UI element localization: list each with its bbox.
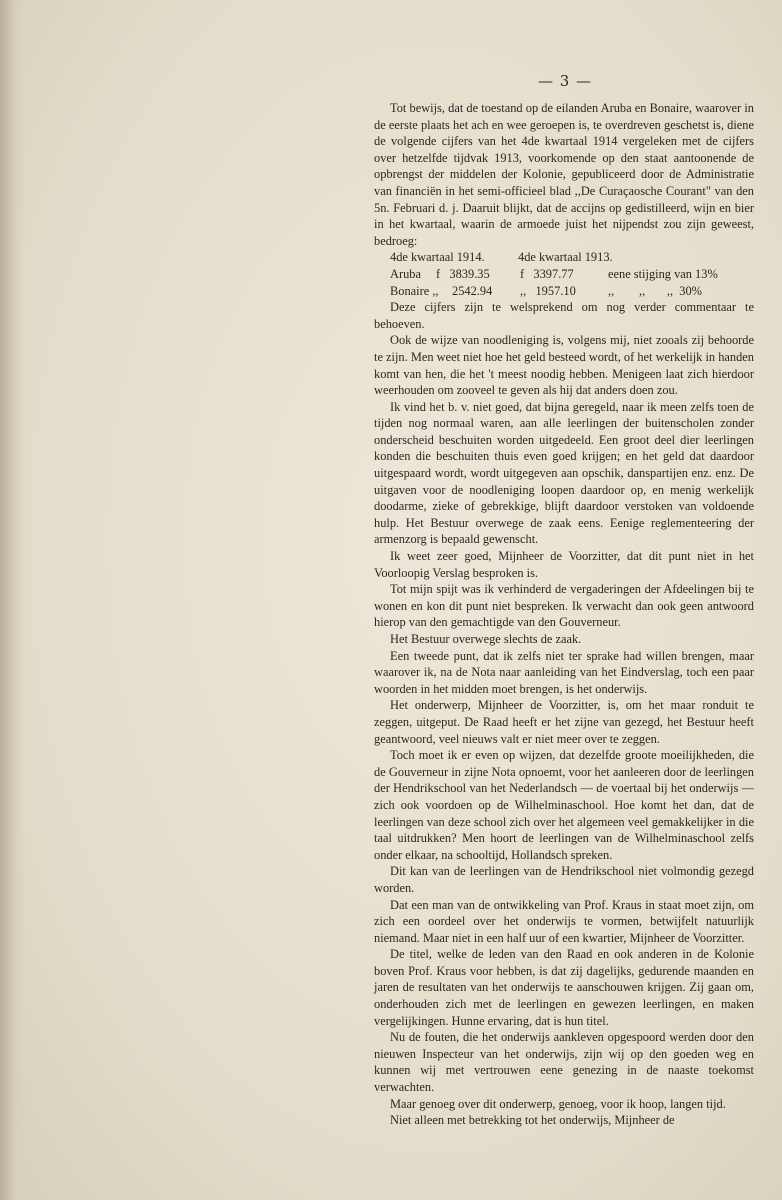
paragraph-intro: Tot bewijs, dat de toestand op de eilanden Aruba en Bonaire, waarover in de eerste plaats het ach en wee geroepen is, te overdreven geschetst is, diene de volgende cijfers van het 4de kwartaal 1914 vergeleken met de cijfers over hetzelfde tijdvak 1913, voorkomende op den staat aantoonende de opbrengst der middelen der Kolonie, gepubliceerd door de Administratie van financiën in het semi-officieel blad ,,De Curaçaosche Courant" van den 5n. Februari d. j. Daaruit blijkt, dat de accijns op gedistilleerd, wijn en bier in het kwartaal, waarin de armoede juist het nijpendst zou zijn geweest, bedroeg: (374, 101, 754, 248)
paragraph: Tot mijn spijt was ik verhinderd de vergaderingen der Afdeelingen bij te wonen en kon dit punt niet bespreken. Ik verwacht dan ook geen antwoord hierop van den gemachtigde van den Gouverneur. (374, 582, 754, 630)
paragraph: Ik weet zeer goed, Mijnheer de Voorzitter, dat dit punt niet in het Voorloopig Verslag besproken is. (374, 549, 754, 580)
table-cell-note: ,, ,, ,, 30% (608, 283, 702, 298)
paragraph: Dit kan van de leerlingen van de Hendrikschool niet volmondig gezegd worden. (374, 864, 754, 895)
table-row-label: Aruba (390, 266, 421, 281)
table-header-1914: 4de kwartaal 1914. (390, 250, 485, 265)
table-row (374, 283, 754, 300)
paragraph: Toch moet ik er even op wijzen, dat dezelfde groote moeilijkheden, die de Gouverneur in zijne Nota opnoemt, voor het aanleeren door de leerlingen der Hendrikschool van het Nederlandsch — de voertaal bij het onderwijs — zich ook voordoen op de Wilhelminaschool. Hoe komt het dan, dat de leerlingen van deze school zich over het algemeen veel gemakkelijker in die taal uitdrukken? Men hoort de leerlingen van de Wilhelminaschool zelfs onder elkaar, na schooltijd, Hollandsch spreken. (374, 748, 754, 862)
table-header-row (374, 249, 754, 266)
binding-edge (0, 0, 26, 1200)
table-row-label: Bonaire ,, (390, 283, 439, 298)
table-header-1913: 4de kwartaal 1913. (518, 250, 613, 265)
paragraph: Maar genoeg over dit onderwerp, genoeg, voor ik hoop, langen tijd. (390, 1096, 726, 1111)
paragraph: Dat een man van de ontwikkeling van Prof. Kraus in staat moet zijn, om zich een oordeel over het onderwijs te vormen, betwijfelt natuurlijk niemand. Maar niet in een half uur of een kwartier, Mijnheer de Voorzitter. (374, 897, 754, 945)
table-cell-1914: 2542.94 (452, 283, 493, 298)
paragraph: Het Bestuur overwege slechts de zaak. (390, 632, 582, 646)
paragraph: Een tweede punt, dat ik zelfs niet ter sprake had willen brengen, maar waarover ik, na de Nota naar aanleiding van het Eindverslag, toch een paar woorden in het midden moet brengen, is het onderwijs. (374, 648, 754, 696)
paragraph: Het onderwerp, Mijnheer de Voorzitter, is, om het maar ronduit te zeggen, uitgeput. De Raad heeft er het zijne van gezegd, het Bestuur heeft geantwoord, veel nieuws valt er niet meer over te zeggen. (374, 698, 754, 746)
body-text (374, 100, 754, 1129)
paragraph: De titel, welke de leden van den Raad en ook anderen in de Kolonie boven Prof. Kraus voor hebben, is dat zij dagelijks, gedurende maanden en jaren de resultaten van het onderwijs te aanschouwen krijgen. Zij gaan om, onderhouden zich met de leerlingen en gewezen leerlingen, en maken vergelijkingen. Hunne ervaring, dat is hun titel. (374, 947, 754, 1028)
paragraph: Deze cijfers zijn te welsprekend om nog verder commentaar te behoeven. (374, 300, 754, 331)
table-cell-1913: f 3397.77 (520, 266, 574, 281)
table-cell-note: eene stijging van 13% (608, 266, 718, 281)
page-number: — 3 — (537, 72, 593, 90)
table-cell-1913: ,, 1957.10 (520, 283, 576, 298)
paragraph: Nu de fouten, die het onderwijs aankleven opgespoord werden door den nieuwen Inspecteur van het onderwijs, zijn wij op den goeden weg en kunnen wij met vertrouwen eene genezing in de naaste toekomst verwachten. (374, 1030, 754, 1095)
paragraph: Ik vind het b. v. niet goed, dat bijna geregeld, naar ik meen zelfs toen de tijden nog normaal waren, aan alle leerlingen der buitenscholen zonder onderscheid beschuiten worden uitgedeeld. Een groot deel dier leerlingen konden die beschuiten thuis even goed krijgen; en het geld dat daardoor uitgespaard wordt, wordt uitgegeven aan opschik, danspartijen enz. enz. De uitgaven voor de noodleniging loopen daardoor op, en menig werkelijk doodarme, zieke of gebrekkige, blijft daardoor verstoken van voldoende hulp. Het Bestuur overwege de zaak eens. Eenige reglementeering der armenzorg is bepaald gewenscht. (374, 399, 754, 547)
table-cell-1914: f 3839.35 (436, 266, 490, 281)
paragraph: Niet alleen met betrekking tot het onderwijs, Mijnheer de (390, 1113, 675, 1128)
table-row (374, 266, 754, 283)
paragraph: Ook de wijze van noodleniging is, volgens mij, niet zooals zij behoorde te zijn. Men weet niet hoe het geld besteed wordt, of het werkelijk in handen komt van hen, die het 't meest noodig hebben. Menigeen laat zich hierdoor weerhouden om zooveel te geven als hij dat anders doen zou. (374, 333, 754, 398)
